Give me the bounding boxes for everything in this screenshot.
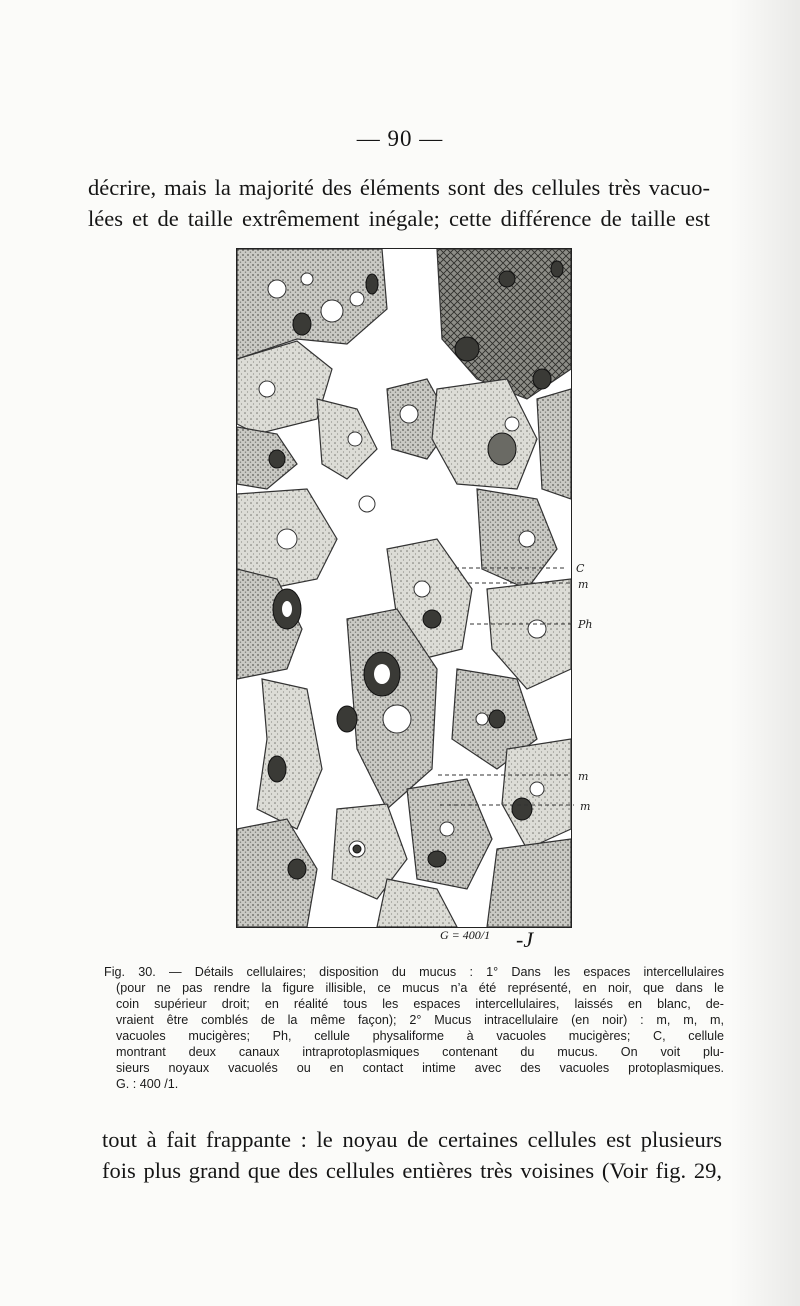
cell-illustration [237,249,571,927]
intro-paragraph [88,172,710,234]
figure-label-Ph: Ph [578,618,593,631]
figure-signature: -J [516,927,534,952]
figure-cell-drawing [236,248,572,928]
caption-line: sieurs noyaux vacuolés ou en contact intime avec des vacuoles protoplasmiques. [116,1061,724,1075]
caption-line: Fig. 30. — Détails cellulaires; disposition du mucus : 1° Dans les espaces intercellulaires [104,965,724,979]
page-number: — 90 — [356,126,444,151]
figure-label-m: m [578,578,589,591]
figure-label-m: m [580,800,591,813]
intro-line: lées et de taille extrêmement inégale; cette différence de taille est [88,206,710,231]
figure-label-m: m [578,770,589,783]
outro-line: fois plus grand que des cellules entières très voisines (Voir fig. 29, [102,1158,722,1183]
outro-paragraph [102,1124,722,1186]
caption-line: (pour ne pas rendre la figure illisible, ce mucus n’a été représenté, en noir, que dans le [116,981,724,995]
caption-line: G. : 400 /1. [116,1077,179,1091]
caption-line: montrant deux canaux intraprotoplasmiques contenant du mucus. On voit plu- [116,1045,724,1059]
figure-caption [104,964,724,1092]
outro-line: tout à fait frappante : le noyau de certaines cellules est plusieurs [102,1127,722,1152]
caption-line: coin supérieur droit; en réalité tous les espaces intercellulaires, laissés en blanc, de- [116,997,724,1011]
intro-line: décrire, mais la majorité des éléments sont des cellules très vacuo- [88,175,710,200]
caption-line: vacuoles mucigères; Ph, cellule physaliforme à vacuoles mucigères; C, cellule [116,1029,724,1043]
page-edge-shadow [730,0,800,1306]
caption-line: vraient être comblés de la même façon); 2° Mucus intracellulaire (en noir) : m, m, m, [116,1013,724,1027]
figure-scale-note: G = 400/1 [440,928,491,942]
figure-label-C: C [576,562,585,575]
